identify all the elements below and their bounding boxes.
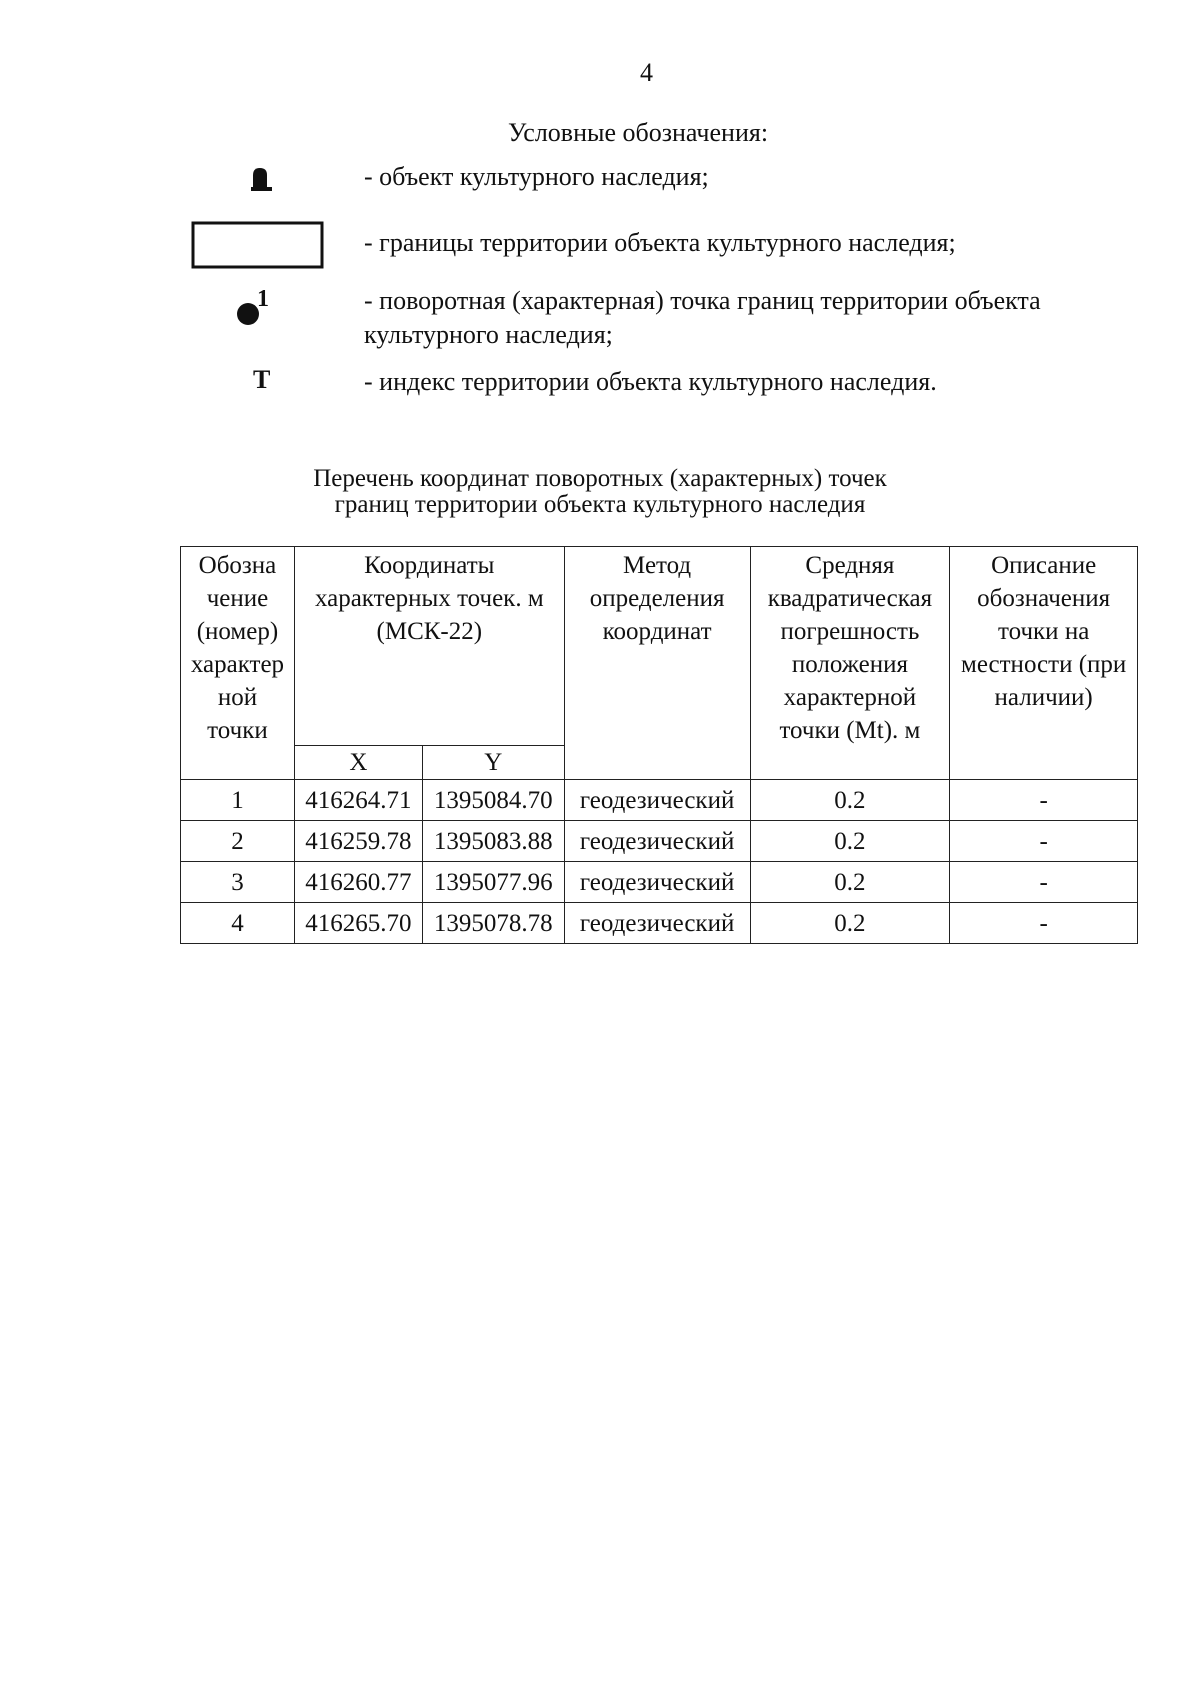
cell-x: 416259.78 [294,821,422,862]
header-designation: Обозна чение (номер) характер ной точки [181,547,295,780]
cell-x: 416265.70 [294,903,422,944]
cell-error: 0.2 [750,862,950,903]
cell-error: 0.2 [750,821,950,862]
table-title [0,466,1200,518]
cell-y: 1395084.70 [422,780,564,821]
table-row [181,862,1138,903]
header-coordinates: Координаты характерных точек. м (МСК-22) [294,547,564,746]
cell-description: - [950,780,1138,821]
monument-icon [250,167,272,191]
cell-number: 1 [181,780,295,821]
index-letter-icon: Т [253,365,271,394]
table-title-line-1: Перечень координат поворотных (характерных) точек [313,465,887,492]
cell-method: геодезический [564,821,750,862]
legend-text: - границы территории объекта культурного наследия; [364,228,956,257]
boundary-rect-icon [191,221,324,269]
header-x: X [294,746,422,780]
cell-number: 4 [181,903,295,944]
coordinates-table [180,546,1138,944]
cell-description: - [950,903,1138,944]
legend-text: - поворотная (характерная) точка границ территории объекта культурного наследия; [364,286,1041,349]
cell-y: 1395077.96 [422,862,564,903]
point-number-label: 1 [257,286,269,312]
legend-text: - индекс территории объекта культурного наследия. [364,367,937,396]
legend-title: Условные обозначения: [508,118,769,147]
table-row [181,821,1138,862]
cell-x: 416264.71 [294,780,422,821]
cell-method: геодезический [564,780,750,821]
table-row [181,903,1138,944]
header-description: Описание обозначения точки на местности (при наличии) [950,547,1138,780]
cell-y: 1395083.88 [422,821,564,862]
cell-method: геодезический [564,903,750,944]
legend-text: - объект культурного наследия; [364,162,709,191]
table-title-line-2: границ территории объекта культурного наследия [334,491,866,518]
cell-y: 1395078.78 [422,903,564,944]
cell-x: 416260.77 [294,862,422,903]
cell-number: 2 [181,821,295,862]
header-y: Y [422,746,564,780]
cell-description: - [950,821,1138,862]
cell-error: 0.2 [750,780,950,821]
cell-description: - [950,862,1138,903]
cell-method: геодезический [564,862,750,903]
cell-error: 0.2 [750,903,950,944]
cell-number: 3 [181,862,295,903]
page-number: 4 [640,58,653,87]
header-method: Метод определения координат [564,547,750,780]
header-error: Средняя квадратическая погрешность положения характерной точки (Mt). м [750,547,950,780]
table-row [181,780,1138,821]
